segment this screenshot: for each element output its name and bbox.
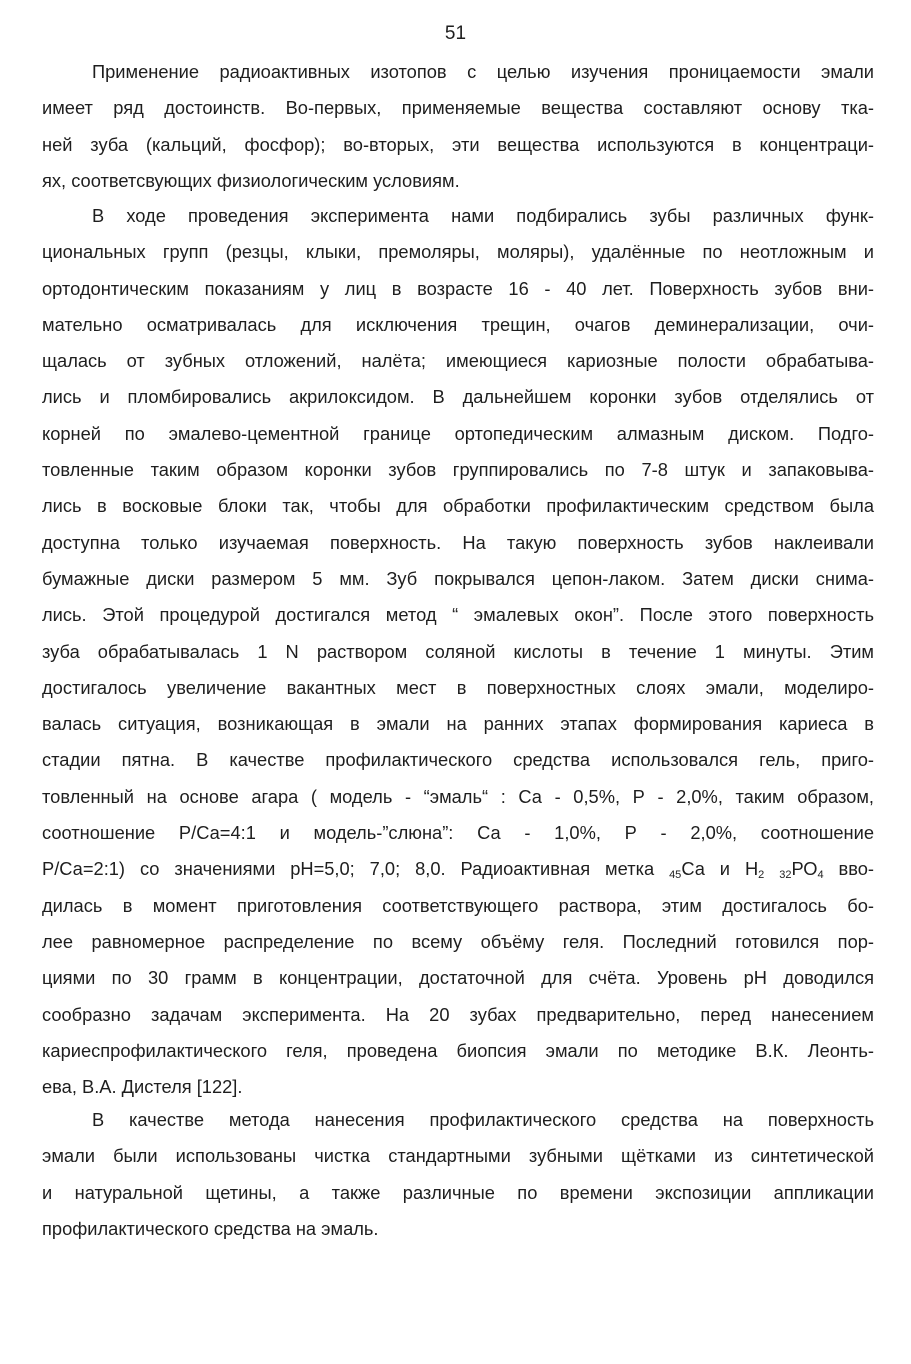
text-line: валась ситуация, возникающая в эмали на ранних этапах формирования кариеса в [42, 713, 874, 735]
text-line: и натуральной щетины, а также различные по времени экспозиции аппликации [42, 1181, 874, 1203]
text-line: ней зуба (кальций, фосфор); во-вторых, эти вещества используются в концентраци- [42, 133, 874, 155]
text-line: В качестве метода нанесения профилактического средства на поверхность [92, 1109, 874, 1130]
text-line: товленные таким образом коронки зубов группировались по 7-8 штук и запаковыва- [42, 459, 874, 481]
text-line: сообразно задачам эксперимента. На 20 зубах предварительно, перед нанесением [42, 1003, 874, 1025]
formula-text [764, 858, 779, 879]
text-line: щалась от зубных отложений, налёта; имеющиеся кариозные полости обрабатыва- [42, 350, 874, 372]
text-line: дилась в момент приготовления соответствующего раствора, этим достигалось бо- [42, 894, 874, 916]
paragraph-3 [42, 1102, 874, 1247]
formula-line [42, 851, 874, 887]
formula-text: Р/Са=2:1) со значениями рН=5,0; 7,0; 8,0. Радиоактивная метка [42, 858, 670, 880]
text-line: имеет ряд достоинств. Во-первых, применяемые вещества составляют основу тка- [42, 97, 874, 119]
paragraph-2 [42, 198, 874, 1105]
hydrogen-count-subscript: 2 [758, 869, 765, 882]
text-line: ева, В.А. Дистеля [122]. [42, 1076, 243, 1098]
text-line: ях, соответсвующих физиологическим условиям. [42, 169, 460, 191]
text-line: циями по 30 грамм в концентрации, достаточной для счёта. Уровень рН доводился [42, 967, 874, 989]
text-line: ортодонтическим показаниям у лиц в возрасте 16 - 40 лет. Поверхность зубов вни- [42, 277, 874, 299]
paragraph-1 [42, 54, 874, 199]
text-line: бумажные диски размером 5 мм. Зуб покрывался цепон-лаком. Затем диски снима- [42, 567, 874, 589]
text-line: лись. Этой процедурой достигался метод “ эмалевых окон”. После этого поверхность [42, 604, 874, 626]
isotope-mass-subscript: 45 [669, 869, 682, 882]
text-line: эмали были использованы чистка стандартными зубными щётками из синтетической [42, 1145, 874, 1167]
text-line: Применение радиоактивных изотопов с целью изучения проницаемости эмали [92, 61, 874, 82]
formula-text: РО [791, 858, 818, 880]
text-line: товленный на основе агара ( модель - “эмаль“ : Са - 0,5%, Р - 2,0%, таким образом, [42, 785, 874, 807]
text-line: соотношение Р/Са=4:1 и модель-”слюна”: Са - 1,0%, Р - 2,0%, соотношение [42, 822, 874, 844]
text-line: корней по эмалево-цементной границе ортопедическим алмазным диском. Подго- [42, 422, 874, 444]
text-line: В ходе проведения эксперимента нами подбирались зубы различных функ- [92, 205, 874, 226]
text-line: кариеспрофилактического геля, проведена биопсия эмали по методике В.К. Леонть- [42, 1039, 874, 1061]
text-line: лее равномерное распределение по всему объёму геля. Последний готовился пор- [42, 930, 874, 952]
text-line: мательно осматривалась для исключения трещин, очагов деминерализации, очи- [42, 313, 874, 335]
text-line: доступна только изучаемая поверхность. На такую поверхность зубов наклеивали [42, 531, 874, 553]
text-line: циональных групп (резцы, клыки, премоляры, моляры), удалённые по неотложным и [42, 241, 874, 263]
oxygen-count-subscript: 4 [817, 869, 824, 882]
text-line: профилактического средства на эмаль. [42, 1217, 379, 1239]
text-line: достигалось увеличение вакантных мест в поверхностных слоях эмали, моделиро- [42, 676, 874, 698]
formula-text: вво- [823, 858, 874, 880]
text-line: зуба обрабатывалась 1 N раствором соляной кислоты в течение 1 минуты. Этим [42, 640, 874, 662]
text-line: стадии пятна. В качестве профилактического средства использовался гель, приго- [42, 749, 874, 771]
text-line: лись в восковые блоки так, чтобы для обработки профилактическим средством была [42, 495, 874, 517]
formula-text: Са и Н [681, 858, 759, 880]
isotope-mass-subscript: 32 [779, 869, 792, 882]
page-number: 51 [444, 23, 467, 44]
text-line: лись и пломбировались акрилоксидом. В дальнейшем коронки зубов отделялись от [42, 386, 874, 408]
